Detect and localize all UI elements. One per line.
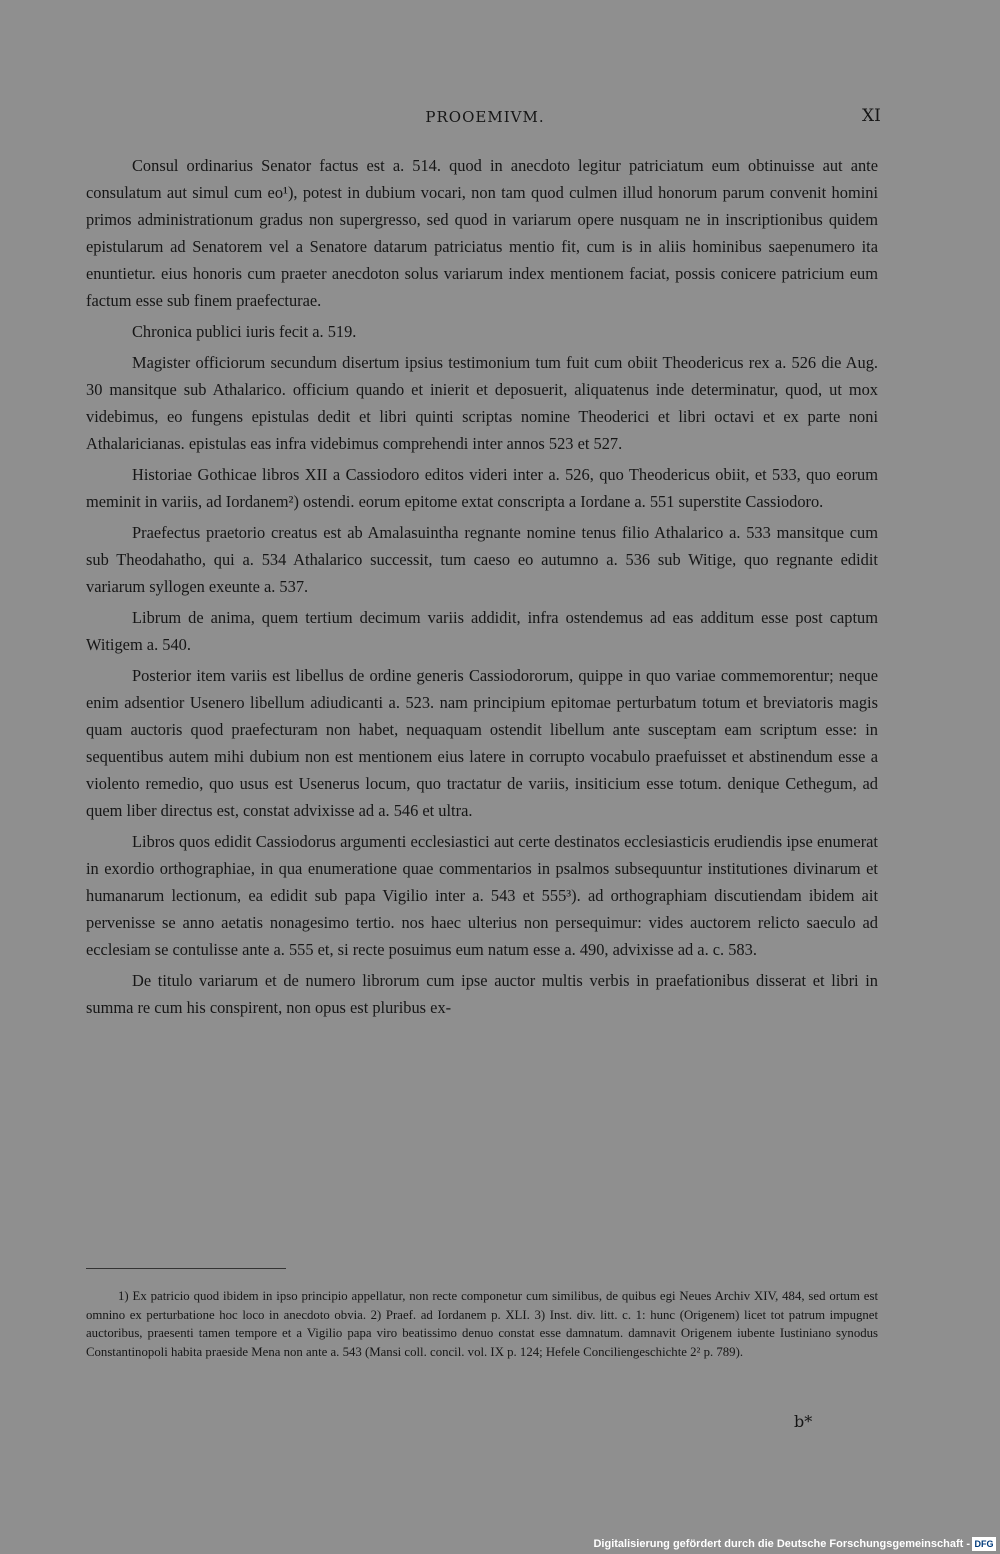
page-header-title: PROOEMIVM.: [425, 108, 545, 126]
credit-text: Digitalisierung gefördert durch die Deutsche Forschungsgemeinschaft -: [593, 1538, 970, 1550]
footnote-divider: [86, 1268, 286, 1269]
paragraph: De titulo variarum et de numero librorum cum ipse auctor multis verbis in praefationibus disserat et libri in summa re cum his conspirent, non opus est pluribus ex-: [86, 971, 878, 1017]
signature-mark: b*: [794, 1412, 813, 1431]
paragraph: Magister officiorum secundum disertum ipsius testimonium tum fuit cum obiit Theodericus rex a. 526 die Aug. 30 mansitque sub Athalarico. officium quando et inierit et deposuerit, aliquatenus inde determinatur, quod, ut mox videbimus, eo fungens epistulas dedit et libri quinti scriptas nomine Theoderici et libri octavi et ex parte noni Athalaricianas. epistulas eas infra videbimus comprehendi inter annos 523 et 527.: [86, 353, 878, 453]
paragraph: Praefectus praetorio creatus est ab Amalasuintha regnante nomine tenus filio Athalarico a. 533 mansitque cum sub Theodahatho, qui a. 534 Athalarico successit, tum caeso eo autumno a. 536 sub Witige, quo regnante edidit variarum syllogen exeunte a. 537.: [86, 523, 878, 596]
dfg-logo-icon: DFG: [972, 1537, 996, 1551]
paragraph: Posterior item variis est libellus de ordine generis Cassiodororum, quippe in quo variae commemorentur; neque enim adsentior Usenero libellum adiudicanti a. 523. nam principium epitomae perturbatum totum et breviatoris magis quam auctoris quod praefecturam non habet, nequaquam ostendit libellum ante susceptam eam scriptum esse: in sequentibus autem mihi dubium non est mentionem eius latere in corrupto vocabulo praefuisset et abstinendum esse a violento remedio, quo usus est Usenerus locum, quo tractatur de variis, insiticium esse totum. denique Cethegum, ad quem liber directus est, constat advixisse ad a. 546 et ultra.: [86, 666, 878, 820]
paragraph: Chronica publici iuris fecit a. 519.: [132, 322, 357, 341]
main-text: [86, 152, 878, 1025]
paragraph: Libros quos edidit Cassiodorus argumenti ecclesiastici aut certe destinatos ecclesiasticis erudiendis ipse enumerat in exordio orthographiae, in qua enumeratione quae commentarios in psalmos subsequuntur institutiones divinarum et humanarum lectionum, ea edidit sub papa Vigilio inter a. 543 et 555³). ad orthographiam discutiendam ibidem ait pervenisse se anno aetatis nonagesimo tertio. nos haec ulterius non persequimur: vides auctorem relicto saeculo ad ecclesiam se contulisse ante a. 555 et, si recte posuimus eum natum esse a. 490, advixisse ad a. c. 583.: [86, 832, 878, 959]
footnote-text: 1) Ex patricio quod ibidem in ipso principio appellatur, non recte componetur cum similibus, de quibus egi Neues Archiv XIV, 484, sed ortum est omnino ex perturbatione hoc loco in anecdoto obvia. 2) Praef. ad Iordanem p. XLI. 3) Inst. div. litt. c. 1: hunc (Origenem) licet tot patrum impugnet auctoribus, praesenti tamen tempore et a Vigilio papa viro beatissimo denuo constat esse damnatum. damnavit Origenem iubente Iustiniano synodus Constantinopoli habita praeside Mena non ante a. 543 (Mansi coll. concil. vol. IX p. 124; Hefele Conciliengeschichte 2² p. 789).: [86, 1289, 878, 1359]
footnotes: [86, 1287, 878, 1361]
paragraph: Consul ordinarius Senator factus est a. 514. quod in anecdoto legitur patriciatum eum obtinuisse aut ante consulatum aut simul cum eo¹), potest in dubium vocari, non tam quod culmen illud honorum parum convenit homini primos administrationum gradus non supergresso, sed quod in variarum opere nusquam ne in inscriptionibus quidem epistularum ad Senatorem vel a Senatore datarum patriciatus mentio fit, cum is in aliis hominibus saepenumero ita enuntietur. eius honoris cum praeter anecdoton solus variarum index mentionem faciat, possis conicere patricium eum factum esse sub finem praefecturae.: [86, 156, 878, 310]
paragraph: Historiae Gothicae libros XII a Cassiodoro editos videri inter a. 526, quo Theodericus obiit, et 533, quo eorum meminit in variis, ad Iordanem²) ostendi. eorum epitome extat conscripta a Iordane a. 551 superstite Cassiodoro.: [86, 465, 878, 511]
page-number: XI: [862, 106, 881, 126]
paragraph: Librum de anima, quem tertium decimum variis addidit, infra ostendemus ad eas additum esse post captum Witigem a. 540.: [86, 608, 878, 654]
